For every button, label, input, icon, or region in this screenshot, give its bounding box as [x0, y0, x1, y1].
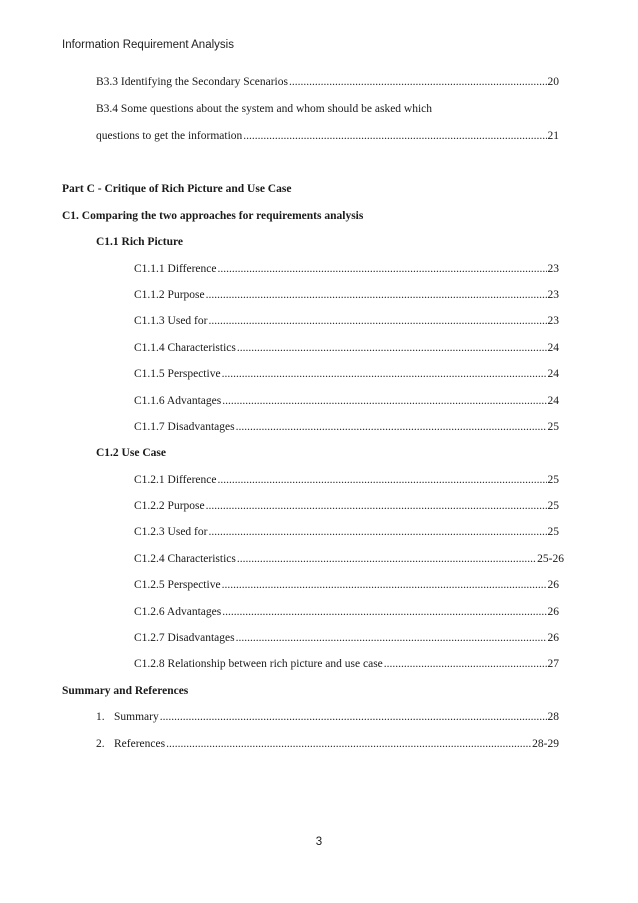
page-number: 3 — [315, 836, 323, 848]
toc-entry-c1-1-1[interactable] — [134, 262, 559, 276]
c1-1-heading: C1.1 Rich Picture — [96, 236, 183, 248]
toc-entry-c1-2-2[interactable] — [134, 499, 559, 513]
dot-leader — [208, 525, 546, 539]
dot-leader — [208, 314, 546, 328]
running-header: Information Requirement Analysis — [62, 39, 234, 51]
toc-page-number: 24 — [547, 368, 559, 380]
toc-entry-c1-2-4[interactable] — [134, 552, 564, 566]
toc-entry-c1-2-6[interactable] — [134, 605, 559, 619]
dot-leader — [222, 394, 546, 408]
list-number: 2. — [96, 738, 105, 750]
toc-entry-c1-1-7[interactable] — [134, 420, 559, 434]
dot-leader — [243, 129, 546, 143]
toc-entry-c1-2-8[interactable] — [134, 657, 559, 671]
toc-page-number: 21 — [547, 130, 559, 142]
toc-entry-label: C1.2.5 Perspective — [134, 579, 221, 591]
toc-page-number: 26 — [547, 606, 559, 618]
toc-entry-references[interactable] — [96, 737, 559, 751]
toc-entry-label: C1.1.1 Difference — [134, 263, 217, 275]
toc-page-number: 23 — [547, 289, 559, 301]
toc-entry-c1-1-6[interactable] — [134, 394, 559, 408]
dot-leader — [236, 631, 547, 645]
toc-page-number: 28-29 — [532, 738, 559, 750]
c1-2-heading: C1.2 Use Case — [96, 447, 166, 459]
toc-entry-label: C1.2.7 Disadvantages — [134, 632, 235, 644]
part-c-heading: Part C - Critique of Rich Picture and Use Case — [62, 183, 292, 195]
toc-page-number: 27 — [547, 658, 559, 670]
dot-leader — [206, 499, 547, 513]
toc-entry-c1-1-3[interactable] — [134, 314, 559, 328]
summary-heading: Summary and References — [62, 685, 189, 697]
c1-heading: C1. Comparing the two approaches for requirements analysis — [62, 210, 364, 222]
toc-entry-b3-3[interactable] — [96, 75, 559, 89]
toc-entry-label: questions to get the information — [96, 130, 243, 142]
toc-entry-label: C1.1.4 Characteristics — [134, 342, 236, 354]
toc-entry-b3-4-cont[interactable] — [96, 129, 559, 143]
toc-entry-label: C1.1.5 Perspective — [134, 368, 221, 380]
dot-leader — [160, 710, 547, 724]
toc-entry-label: C1.2.2 Purpose — [134, 500, 205, 512]
dot-leader — [206, 288, 547, 302]
toc-entry-b3-4[interactable] — [96, 102, 559, 116]
toc-page-number: 25 — [547, 421, 559, 433]
toc-entry-summary[interactable] — [96, 710, 559, 724]
toc-entry-c1-2-7[interactable] — [134, 631, 559, 645]
dot-leader — [222, 578, 547, 592]
toc-entry-label: C1.2.8 Relationship between rich picture and use case — [134, 658, 383, 670]
toc-entry-label: C1.2.6 Advantages — [134, 606, 222, 618]
toc-page-number: 28 — [547, 711, 559, 723]
toc-page-number: 24 — [547, 342, 559, 354]
toc-entry-label: C1.2.1 Difference — [134, 474, 217, 486]
list-label: References — [114, 738, 166, 750]
toc-page-number: 23 — [547, 315, 559, 327]
toc-page-number: 23 — [547, 263, 559, 275]
dot-leader — [218, 262, 547, 276]
toc-entry-label: C1.1.7 Disadvantages — [134, 421, 235, 433]
dot-leader — [218, 473, 547, 487]
list-number: 1. — [96, 711, 105, 723]
dot-leader — [237, 552, 536, 566]
list-label: Summary — [114, 711, 159, 723]
dot-leader — [236, 420, 547, 434]
toc-entry-c1-1-5[interactable] — [134, 367, 559, 381]
toc-entry-c1-1-2[interactable] — [134, 288, 559, 302]
toc-entry-c1-2-1[interactable] — [134, 473, 559, 487]
toc-page-number: 25 — [547, 500, 559, 512]
toc-entry-label — [96, 737, 165, 751]
toc-page-number: 25 — [547, 526, 559, 538]
toc-page-number: 26 — [547, 632, 559, 644]
toc-entry-label: B3.4 Some questions about the system and whom should be asked which — [96, 103, 433, 115]
toc-page-number: 26 — [547, 579, 559, 591]
toc-page-number: 25-26 — [537, 553, 564, 565]
dot-leader — [289, 75, 547, 89]
dot-leader — [237, 341, 547, 355]
toc-page-number: 25 — [547, 474, 559, 486]
toc-entry-label: B3.3 Identifying the Secondary Scenarios — [96, 76, 288, 88]
toc-entry-label — [96, 710, 159, 724]
toc-entry-label: C1.2.3 Used for — [134, 526, 208, 538]
toc-entry-c1-2-3[interactable] — [134, 525, 559, 539]
toc-entry-label: C1.1.3 Used for — [134, 315, 208, 327]
toc-entry-c1-1-4[interactable] — [134, 341, 559, 355]
toc-entry-c1-2-5[interactable] — [134, 578, 559, 592]
dot-leader — [166, 737, 531, 751]
dot-leader — [222, 605, 546, 619]
toc-entry-label: C1.1.6 Advantages — [134, 395, 222, 407]
toc-entry-label: C1.1.2 Purpose — [134, 289, 205, 301]
toc-page-number: 24 — [547, 395, 559, 407]
toc-entry-label: C1.2.4 Characteristics — [134, 553, 236, 565]
dot-leader — [384, 657, 547, 671]
toc-page-number: 20 — [547, 76, 559, 88]
dot-leader — [222, 367, 547, 381]
